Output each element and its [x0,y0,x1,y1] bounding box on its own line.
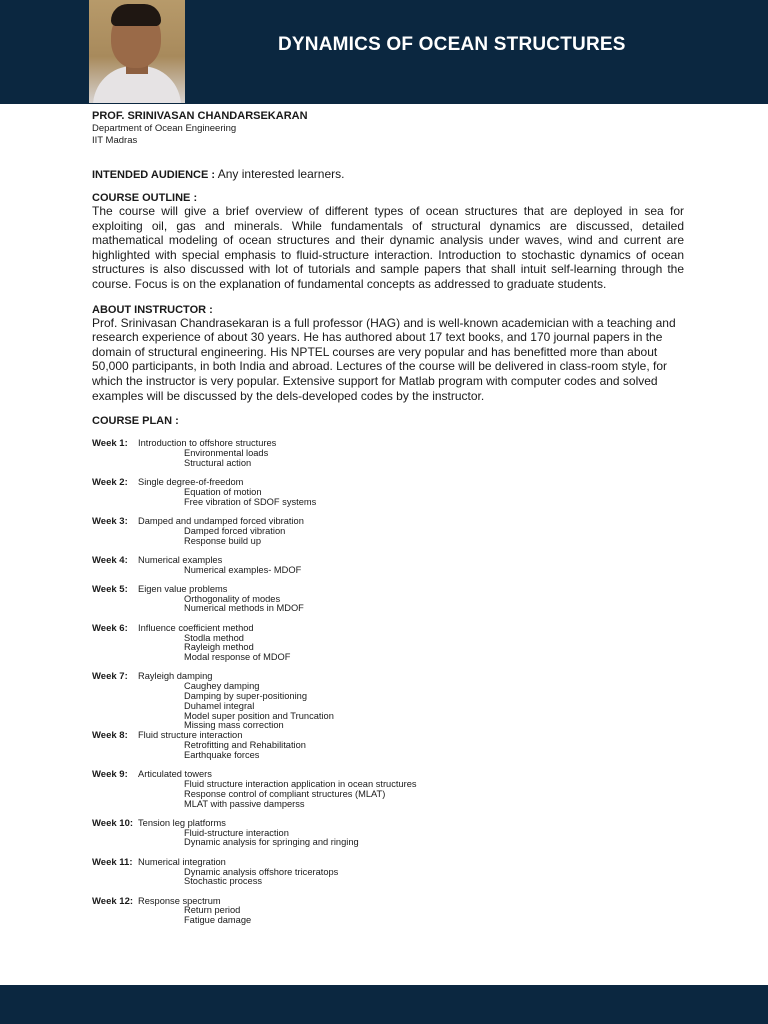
week-topic: Single degree-of-freedom [138,477,244,488]
week-subtopic: Model super position and Truncation [184,710,334,721]
week-subtopic: Caughey damping [184,681,260,692]
intended-audience [92,167,684,182]
course-title: DYNAMICS OF OCEAN STRUCTURES [278,34,626,55]
week-block [92,624,684,663]
week-topic: Damped and undamped forced vibration [138,515,304,526]
week-subtopic: Duhamel integral [184,700,255,711]
week-subtopic: Fluid structure interaction application in ocean structures [184,778,417,789]
week-topic: Articulated towers [138,769,212,780]
week-label: Week 3: [92,515,128,527]
week-topic: Response spectrum [138,895,221,906]
week-subtopic: Retrofitting and Rehabilitation [184,740,306,751]
week-subtopic: Fluid-structure interaction [184,827,289,838]
photo-hair [111,4,161,26]
week-subtopic: Stochastic process [184,876,263,887]
audience-text: Any interested learners. [215,167,345,181]
week-subtopic: Equation of motion [184,486,262,497]
week-subtopic: Dynamic analysis offshore triceratops [184,866,339,877]
week-subtopic: Fatigue damage [184,915,252,926]
week-topic: Fluid structure interaction [138,730,243,741]
audience-label: INTENDED AUDIENCE : [92,169,216,181]
week-subtopic: Response build up [184,535,262,546]
week-block [92,517,684,546]
week-subtopic: Numerical methods in MDOF [184,603,304,614]
week-subtopic: Return period [184,905,241,916]
week-topic: Introduction to offshore structures [138,438,277,449]
week-topic: Influence coefficient method [138,622,254,633]
week-block [92,731,684,760]
week-subtopic: Missing mass correction [184,720,284,731]
about-text: Prof. Srinivasan Chandrasekaran is a full professor (HAG) and is well-known academician with a teaching and research experience of about 30 years. He has authored about 17 text books, and 170 journal papers in the domain of structural engineering. His NPTEL courses are very popular and has benefitted more than about 50,000 participants, in both India and abroad. Lectures of the course will be delivered in class-room style, for which the instructor is very popular. Extensive support for Matlab program with computer codes and solved examples will be discussed by the dels-developed codes by the instructor. [92,315,676,403]
week-block [92,770,684,809]
week-subtopic: Environmental loads [184,447,269,458]
week-label: Week 12: [92,895,134,907]
week-label: Week 8: [92,730,128,742]
course-content [92,109,684,936]
week-label: Week 5: [92,583,128,595]
instructor-photo [89,0,185,103]
week-topic: Rayleigh damping [138,671,213,682]
week-subtopic: Modal response of MDOF [184,652,291,663]
week-label: Week 7: [92,671,128,683]
plan-label: COURSE PLAN : [92,415,179,428]
week-label: Week 6: [92,622,128,634]
week-subtopic: Free vibration of SDOF systems [184,496,317,507]
instructor-institute: IIT Madras [92,135,138,146]
week-subtopic: Response control of compliant structures (MLAT) [184,788,386,799]
week-subtopic: Dynamic analysis for springing and ringing [184,837,359,848]
course-plan-list [92,439,684,926]
week-subtopic: Stodla method [184,632,244,643]
week-block [92,672,684,731]
header-banner [0,0,768,104]
week-label: Week 4: [92,554,128,566]
footer-banner [0,985,768,1024]
week-subtopic: Structural action [184,457,252,468]
week-block [92,585,684,614]
week-subtopic: Rayleigh method [184,642,254,653]
week-topic: Tension leg platforms [138,817,226,828]
week-label: Week 9: [92,769,128,781]
week-subtopic: Orthogonality of modes [184,593,281,604]
instructor-department: Department of Ocean Engineering [92,123,237,134]
week-subtopic: Damping by super-positioning [184,691,307,702]
week-block [92,439,684,468]
week-subtopic: MLAT with passive damperss [184,798,305,809]
week-topic: Eigen value problems [138,583,228,594]
week-topic: Numerical integration [138,856,226,867]
about-label: ABOUT INSTRUCTOR : [92,303,213,316]
week-label: Week 11: [92,856,133,868]
week-block [92,897,684,926]
week-block [92,478,684,507]
week-subtopic: Numerical examples- MDOF [184,564,302,575]
week-block [92,858,684,887]
week-block [92,556,684,576]
week-topic: Numerical examples [138,554,223,565]
week-block [92,819,684,848]
week-label: Week 1: [92,438,128,450]
outline-label: COURSE OUTLINE : [92,192,198,204]
instructor-name: PROF. SRINIVASAN CHANDARSEKARAN [92,110,308,122]
week-label: Week 10: [92,817,134,829]
outline-text: The course will give a brief overview of different types of ocean structures that are deployed in sea for exploiting oil, gas and minerals. While fundamentals of structural dynamics are discussed, detailed mathematical modeling of ocean structures and their dynamic analysis under waves, wind and current are highlighted with special emphasis to fluid-structure interaction. Introduction to stochastic dynamics of ocean structures is also discussed with lot of tutorials and sample papers that shall intuit self-learning through the course. Focus is on the explanation of fundamental concepts as addressed to graduate students. [92,204,684,291]
week-subtopic: Earthquake forces [184,749,260,760]
week-label: Week 2: [92,477,128,489]
week-subtopic: Damped forced vibration [184,525,286,536]
